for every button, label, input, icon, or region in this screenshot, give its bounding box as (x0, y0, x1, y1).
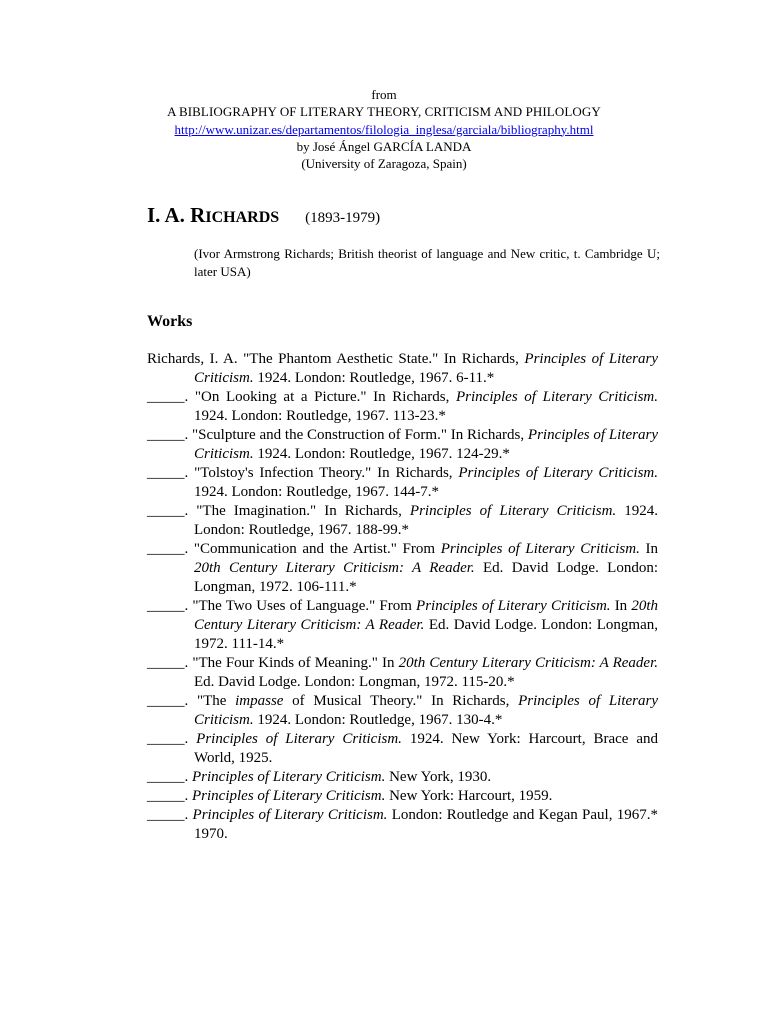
entry-italic-title: impasse (235, 693, 284, 709)
entry-italic-title: 20th Century Literary Criticism: A Reader. (398, 655, 658, 671)
title-cap: C (424, 104, 434, 120)
bibliography-entry (147, 692, 658, 730)
title-cap: P (525, 104, 533, 120)
title-small-caps: HILOLOGY (532, 104, 601, 120)
entry-text: In (639, 541, 659, 557)
bibliography-entry (147, 426, 658, 464)
entry-italic-title: Principles of Literary Criticism. (194, 351, 658, 386)
entry-text: _____. (147, 731, 197, 747)
title-small-caps: HEORY, (375, 104, 425, 120)
title-cap: L (299, 104, 308, 120)
entry-italic-title: Principles of Literary Criticism. (196, 731, 402, 747)
author-dates: (1893-1979) (305, 210, 381, 226)
bibliography-entry (147, 806, 658, 844)
bibliography-entry (147, 787, 658, 806)
entry-italic-title: Principles of Literary Criticism. (192, 788, 386, 804)
author-heading (147, 203, 380, 228)
entry-text: 1924. London: Routledge, 1967. 6-11.* (253, 370, 495, 386)
entry-text: Richards, I. A. "The Phantom Aesthetic State." In Richards, (147, 351, 525, 367)
entry-text: _____. "Communication and the Artist." From (147, 541, 441, 557)
entry-text: 1924. New York: Harcourt, Brace and World, 1925. (194, 731, 659, 766)
entry-italic-title: 20th Century Literary Criticism: A Reader. (194, 598, 658, 633)
title-cap: T (367, 104, 376, 120)
entry-italic-title: 20th Century Literary Criticism: A Reader. (194, 560, 475, 576)
entry-text: Ed. David Lodge. London: Longman, 1972. 106-111.* (194, 560, 658, 595)
entry-text: _____. (147, 788, 192, 804)
bibliography-entry (147, 350, 658, 388)
title-small-caps: ITERARY (307, 104, 368, 120)
affiliation: (University of Zaragoza, Spain) (301, 156, 467, 172)
title-small-caps: IBLIOGRAPHY OF (187, 104, 300, 120)
bibliography-entry (147, 388, 658, 426)
bibliography-entry (147, 768, 658, 787)
bibliography-entry (147, 730, 658, 768)
from-label: from (371, 87, 397, 102)
entry-text: _____. "On Looking at a Picture." In Richards, (147, 389, 457, 405)
by-line: by José Ángel GARCÍA LANDA (296, 138, 472, 154)
author-name-small-caps: ICHARDS (205, 209, 280, 226)
entry-text: _____. (147, 769, 192, 785)
entry-text: of Musical Theory." In Richards, (283, 693, 519, 709)
bibliography-title (0, 103, 768, 120)
entry-text: 1924. London: Routledge, 1967. 188-99.* (194, 503, 658, 538)
bibliography-header (0, 86, 768, 172)
entry-text: _____. "The (147, 693, 236, 709)
entry-text: _____. "The Four Kinds of Meaning." In (147, 655, 399, 671)
entry-text: _____. "Tolstoy's Infection Theory." In Richards, (147, 465, 459, 481)
author-bio: (Ivor Armstrong Richards; British theorist of language and New critic, t. Cambridge U; later USA) (194, 246, 660, 279)
author-name-prefix: I. A. R (147, 203, 206, 227)
bibliography-entry (147, 464, 658, 502)
section-title-works: Works (147, 313, 193, 330)
entry-text: 1924. London: Routledge, 1967. 130-4.* (253, 712, 503, 728)
entry-text: 1924. London: Routledge, 1967. 144-7.* (194, 484, 439, 500)
entry-text: Ed. David Lodge. London: Longman, 1972. 111-14.* (194, 617, 658, 652)
entry-text: New York, 1930. (385, 769, 492, 785)
entry-text: New York: Harcourt, 1959. (385, 788, 553, 804)
entry-text: Ed. David Lodge. London: Longman, 1972. 115-20.* (194, 674, 515, 690)
entry-text: _____. "The Two Uses of Language." From (147, 598, 417, 614)
entry-italic-title: Principles of Literary Criticism. (192, 807, 388, 823)
entry-italic-title: Principles of Literary Criticism. (458, 465, 658, 481)
title-small-caps: RITICISM AND (433, 104, 526, 120)
entry-italic-title: Principles of Literary Criticism. (194, 427, 658, 462)
entry-italic-title: Principles of Literary Criticism. (192, 769, 386, 785)
entry-text: _____. (147, 807, 193, 823)
entry-italic-title: Principles of Literary Criticism. (416, 598, 611, 614)
entry-italic-title: Principles of Literary Criticism. (456, 389, 658, 405)
entry-text: London: Routledge and Kegan Paul, 1967.* 1970. (194, 807, 658, 842)
entry-text: 1924. London: Routledge, 1967. 113-23.* (194, 408, 446, 424)
bibliography-url-link[interactable]: http://www.unizar.es/departamentos/filologia_inglesa/garciala/bibliography.html (174, 121, 594, 137)
bibliography-entry (147, 502, 658, 540)
entry-italic-title: Principles of Literary Criticism. (194, 693, 658, 728)
bibliography-entry (147, 597, 658, 654)
title-cap: A B (167, 104, 188, 120)
bibliography-entry (147, 654, 658, 692)
entry-italic-title: Principles of Literary Criticism. (440, 541, 640, 557)
works-list (147, 350, 658, 844)
entry-text: In (610, 598, 632, 614)
entry-text: 1924. London: Routledge, 1967. 124-29.* (253, 446, 510, 462)
entry-text: _____. "Sculpture and the Construction of Form." In Richards, (147, 427, 528, 443)
entry-text: _____. "The Imagination." In Richards, (147, 503, 410, 519)
bibliography-entry (147, 540, 658, 597)
entry-italic-title: Principles of Literary Criticism. (409, 503, 617, 519)
